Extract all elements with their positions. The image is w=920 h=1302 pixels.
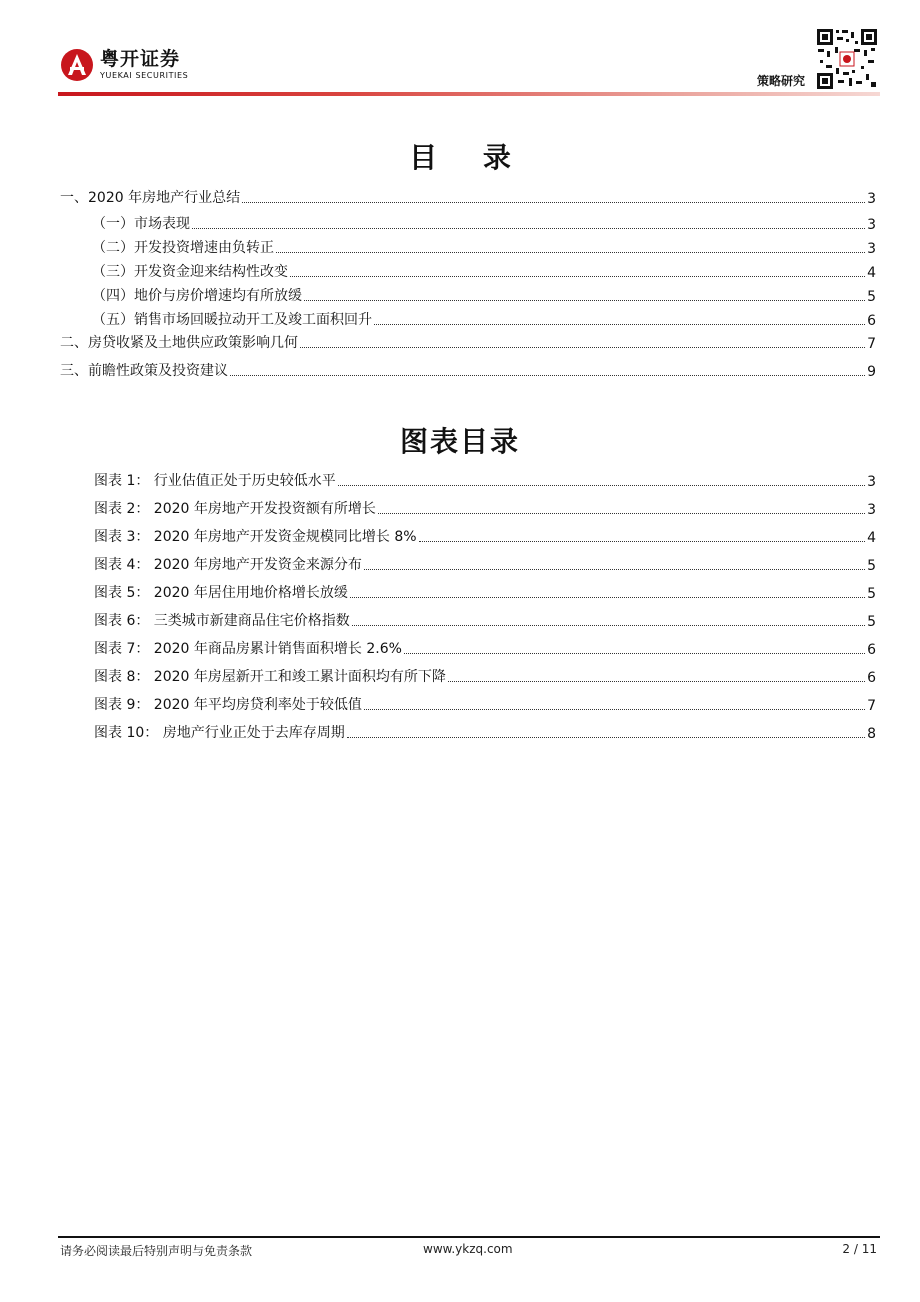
figure-entry-label: 图表 3： 2020 年房地产开发资金规模同比增长 8%: [94, 529, 417, 545]
figure-entry-page: 7: [867, 698, 876, 714]
figure-entry-label: 图表 5： 2020 年居住用地价格增长放缓: [94, 585, 348, 601]
footer-disclaimer: 请务必阅读最后特别声明与免责条款: [60, 1244, 253, 1258]
figure-entry-label: 图表 9： 2020 年平均房贷利率处于较低值: [94, 697, 362, 713]
toc-entry[interactable]: [60, 332, 876, 352]
figure-entry-page: 5: [867, 586, 876, 602]
leader-dots: [364, 709, 865, 710]
toc-entry[interactable]: [60, 360, 876, 380]
toc-entry-label: （五）销售市场回暖拉动开工及竣工面积回升: [92, 312, 372, 328]
figure-entry[interactable]: [94, 722, 876, 742]
qr-code-icon: [816, 28, 878, 90]
report-section-label: 策略研究: [757, 74, 806, 88]
toc-entry[interactable]: [92, 285, 876, 305]
leader-dots: [448, 681, 865, 682]
toc-entry-label: 三、前瞻性政策及投资建议: [60, 363, 228, 379]
toc-entry-page: 5: [867, 289, 876, 305]
footer-website-link[interactable]: www.ykzq.com: [423, 1242, 513, 1256]
leader-dots: [378, 513, 865, 514]
figure-entry-page: 3: [867, 474, 876, 490]
yuekai-logo-icon: [60, 48, 94, 82]
toc-entry[interactable]: [92, 309, 876, 329]
toc-entry[interactable]: [92, 213, 876, 233]
figure-entry-label: 图表 4： 2020 年房地产开发资金来源分布: [94, 557, 362, 573]
leader-dots: [352, 625, 865, 626]
toc-entry-page: 7: [867, 336, 876, 352]
leader-dots: [374, 324, 865, 325]
footer-divider: [58, 1236, 880, 1238]
figure-entry-label: 图表 8： 2020 年房屋新开工和竣工累计面积均有所下降: [94, 669, 446, 685]
figure-entry[interactable]: [94, 666, 876, 686]
figure-entry-label: 图表 7： 2020 年商品房累计销售面积增长 2.6%: [94, 641, 402, 657]
logo-name-en: YUEKAI SECURITIES: [100, 71, 189, 80]
company-logo: [60, 48, 188, 82]
toc-entry[interactable]: [92, 261, 876, 281]
leader-dots: [419, 541, 866, 542]
leader-dots: [242, 202, 865, 203]
logo-name-cn: 粤开证券: [100, 48, 181, 70]
figure-entry[interactable]: [94, 470, 876, 490]
leader-dots: [404, 653, 865, 654]
toc-entry-label: （四）地价与房价增速均有所放缓: [92, 288, 302, 304]
toc-entry-page: 3: [867, 217, 876, 233]
figure-entry[interactable]: [94, 610, 876, 630]
leader-dots: [338, 485, 865, 486]
toc-entry-label: 一、2020 年房地产行业总结: [60, 190, 241, 206]
figure-entry[interactable]: [94, 638, 876, 658]
figure-entry-label: 图表 10： 房地产行业正处于去库存周期: [94, 725, 345, 741]
toc-entry-page: 4: [867, 265, 876, 281]
figure-entry-page: 5: [867, 558, 876, 574]
figure-entry-page: 8: [867, 726, 876, 742]
toc-entry-page: 6: [867, 313, 876, 329]
leader-dots: [304, 300, 865, 301]
figure-entry-page: 6: [867, 642, 876, 658]
figure-entry[interactable]: [94, 526, 876, 546]
figure-entry-label: 图表 2： 2020 年房地产开发投资额有所增长: [94, 501, 376, 517]
toc-entry[interactable]: [60, 187, 876, 207]
leader-dots: [300, 347, 865, 348]
leader-dots: [364, 569, 865, 570]
figure-entry[interactable]: [94, 498, 876, 518]
figure-entry-page: 5: [867, 614, 876, 630]
figure-entry-page: 3: [867, 502, 876, 518]
figure-entry-page: 6: [867, 670, 876, 686]
toc-entry-page: 9: [867, 364, 876, 380]
leader-dots: [230, 375, 865, 376]
toc-title: 目 录: [409, 141, 529, 174]
leader-dots: [290, 276, 865, 277]
figure-entry[interactable]: [94, 694, 876, 714]
toc-entry-page: 3: [867, 191, 876, 207]
toc-entry-label: （二）开发投资增速由负转正: [92, 240, 274, 256]
leader-dots: [350, 597, 865, 598]
toc-entry-label: 二、房贷收紧及土地供应政策影响几何: [60, 335, 298, 351]
figure-entry-label: 图表 6： 三类城市新建商品住宅价格指数: [94, 613, 350, 629]
leader-dots: [192, 228, 865, 229]
toc-entry-page: 3: [867, 241, 876, 257]
figure-entry[interactable]: [94, 582, 876, 602]
figure-entry[interactable]: [94, 554, 876, 574]
leader-dots: [276, 252, 865, 253]
toc-entry-label: （一）市场表现: [92, 216, 190, 232]
footer-page-number: 2 / 11: [842, 1242, 877, 1256]
toc-entry[interactable]: [92, 237, 876, 257]
toc-entry-label: （三）开发资金迎来结构性改变: [92, 264, 288, 280]
header-divider: [58, 92, 880, 96]
figure-entry-label: 图表 1： 行业估值正处于历史较低水平: [94, 473, 336, 489]
figure-entry-page: 4: [867, 530, 876, 546]
leader-dots: [347, 737, 865, 738]
figure-list-title: 图表目录: [399, 425, 520, 458]
